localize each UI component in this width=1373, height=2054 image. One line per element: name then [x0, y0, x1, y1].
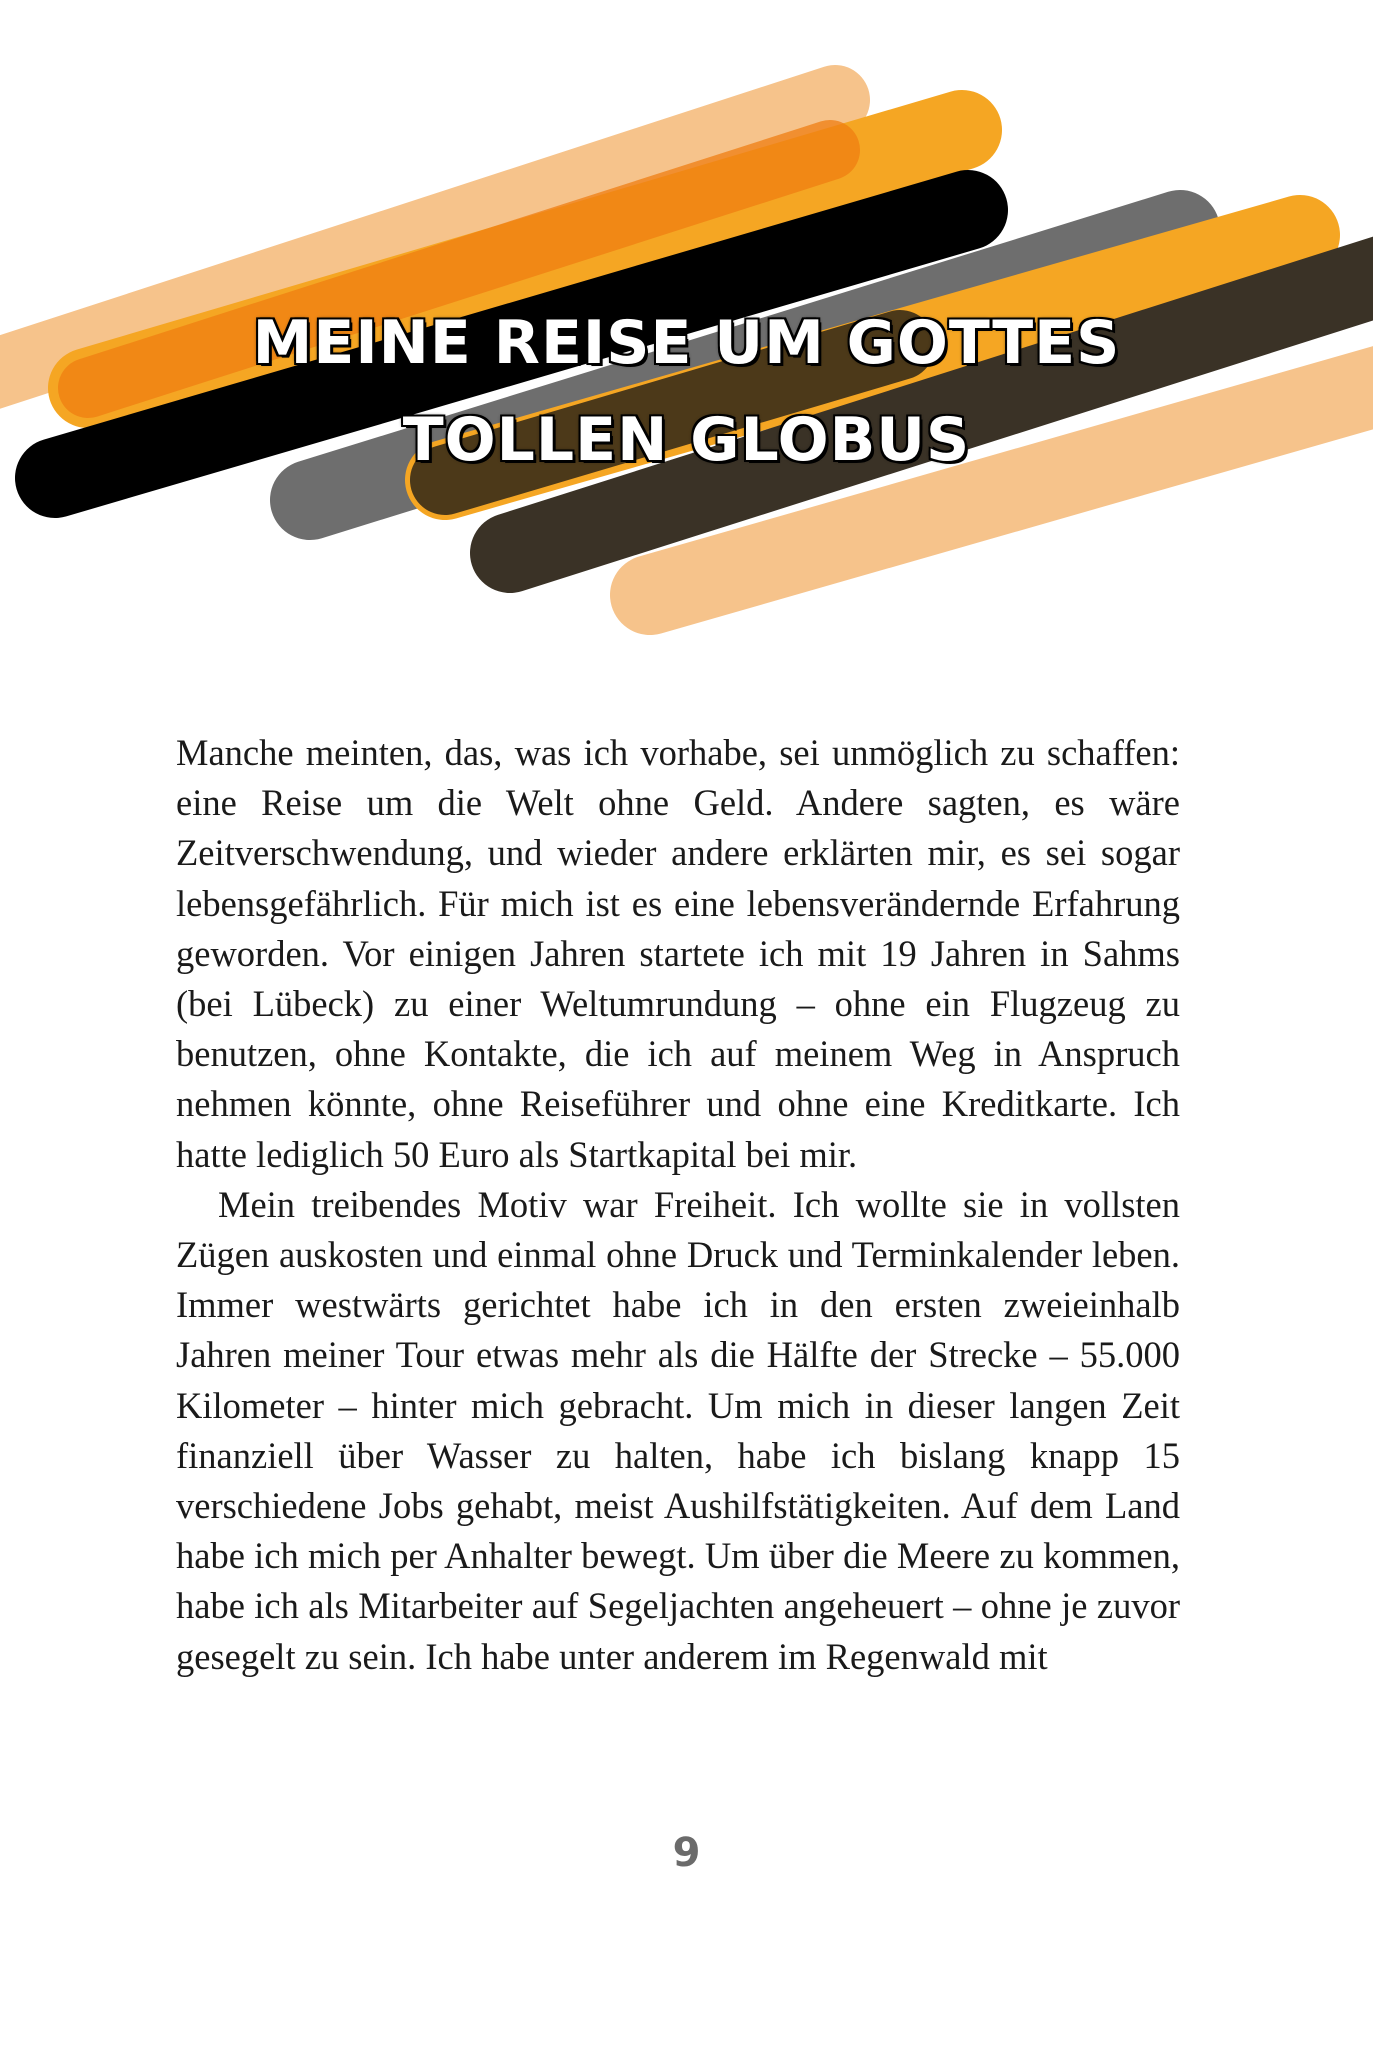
body-text [176, 728, 1180, 1682]
page-title-line-2: TOLLEN GLOBUS [402, 405, 971, 475]
paragraph-2: Mein treibendes Motiv war Freiheit. Ich wollte sie in vollsten Zügen auskosten und einmal ohne Druck und Terminkalender leben. Immer westwärts gerichtet habe ich in den ersten zweieinhalb Jahren meiner Tour etwas mehr als die Hälfte der Strecke – 55.000 Kilometer – hinter mich gebracht. Um mich in dieser langen Zeit finanziell über Wasser zu halten, habe ich bislang knapp 15 verschiedene Jobs gehabt, meist Aushilfstätigkeiten. Auf dem Land habe ich mich per Anhalter bewegt. Um über die Meere zu kommen, habe ich als Mitarbeiter auf Segeljachten angeheuert – ohne je zuvor gesegelt zu sein. Ich habe unter anderem im Regenwald mit [176, 1183, 1180, 1677]
page-title-line-1: MEINE REISE UM GOTTES [252, 308, 1121, 378]
page-number: 9 [672, 1830, 701, 1876]
paragraph-1: Manche meinten, das, was ich vorhabe, sei unmöglich zu schaffen: eine Reise um die Welt ohne Geld. Andere sagten, es wäre Zeitverschwendung, und wieder andere erklärten mir, es sei sogar lebensgefährlich. Für mich ist es eine lebensverändernde Erfahrung geworden. Vor einigen Jahren startete ich mit 19 Jahren in Sahms (bei Lübeck) zu einer Weltumrundung – ohne ein Flugzeug zu benutzen, ohne Kontakte, die ich auf meinem Weg in Anspruch nehmen könnte, ohne Reiseführer und ohne eine Kreditkarte. Ich hatte lediglich 50 Euro als Startkapital bei mir. [176, 732, 1180, 1175]
